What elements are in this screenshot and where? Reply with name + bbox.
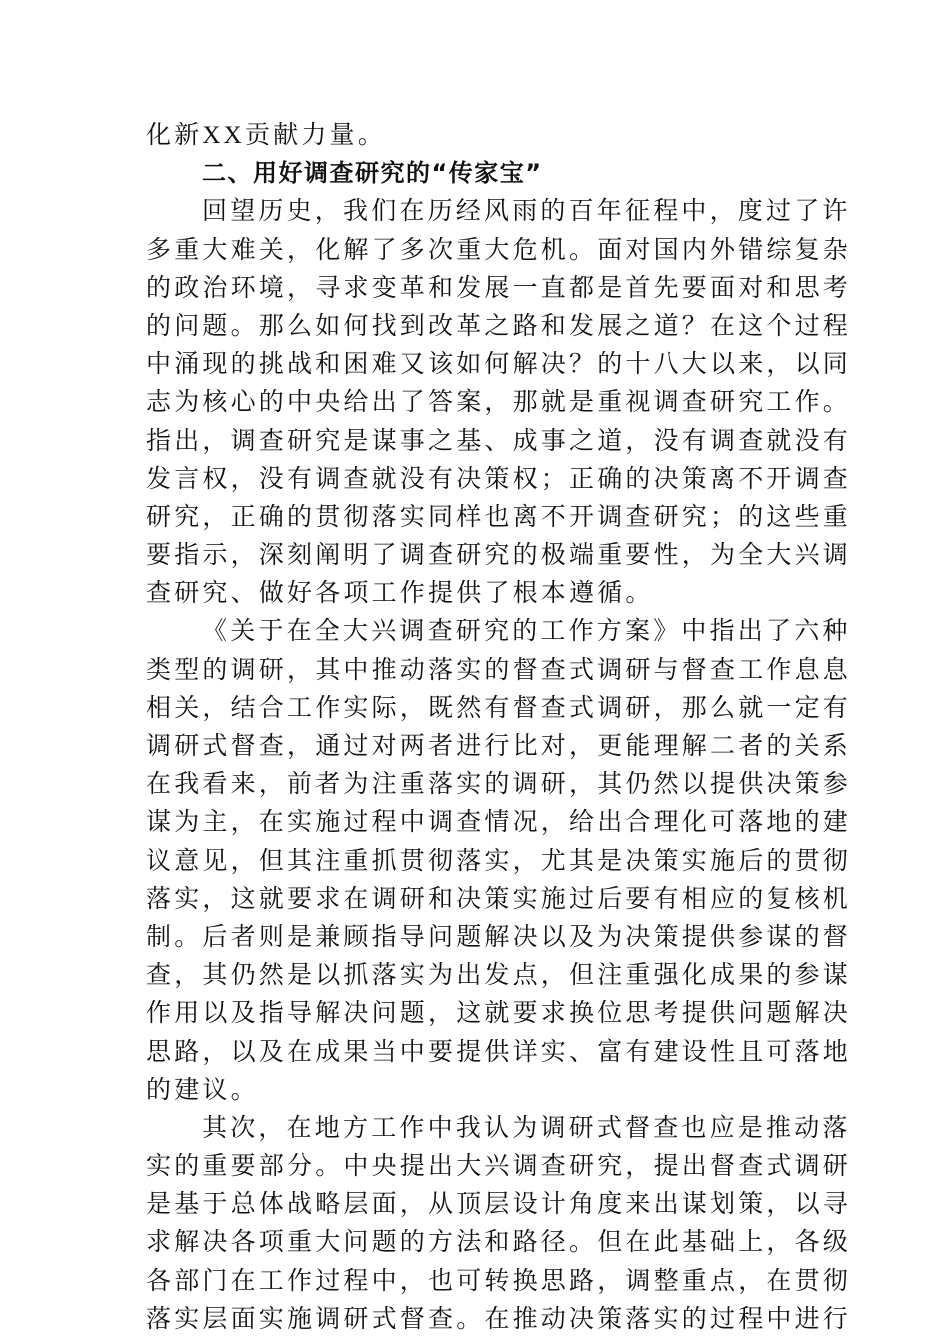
paragraph-line: 落实层面实施调研式督查。在推动决策落实的过程中进行 — [146, 1303, 852, 1333]
paragraph-line: 的建议。 — [146, 1074, 259, 1104]
paragraph-line: 查研究、做好各项工作提供了根本遵循。 — [146, 578, 654, 608]
paragraph-line: 是基于总体战略层面，从顶层设计角度来出谋划策，以寻 — [146, 1189, 852, 1219]
paragraph-line: 类型的调研，其中推动落实的督查式调研与督查工作息息 — [146, 654, 852, 684]
paragraph-line: 调研式督查，通过对两者进行比对，更能理解二者的关系 — [146, 731, 852, 760]
paragraph-line: 求解决各项重大问题的方法和路径。但在此基础上，各级 — [146, 1227, 852, 1257]
paragraph-line: 议意见，但其注重抓贯彻落实，尤其是决策实施后的贯彻 — [146, 845, 852, 875]
paragraph-line: 中涌现的挑战和困难又该如何解决？的十八大以来，以同 — [146, 349, 852, 379]
paragraph-line: 《关于在全大兴调查研究的工作方案》中指出了六种 — [202, 616, 851, 646]
paragraph-line: 谋为主，在实施过程中调查情况，给出合理化可落地的建 — [146, 807, 852, 837]
text-line: 化新XX贡献力量。 — [146, 120, 386, 149]
paragraph-line: 发言权，没有调查就没有决策权；正确的决策离不开调查 — [146, 463, 852, 493]
paragraph-line: 要指示，深刻阐明了调查研究的极端重要性，为全大兴调 — [146, 540, 852, 570]
paragraph-line: 回望历史，我们在历经风雨的百年征程中，度过了许 — [202, 196, 851, 226]
text-latin-xx: XX — [202, 122, 245, 149]
paragraph-line: 多重大难关，化解了多次重大危机。面对国内外错综复杂 — [146, 234, 852, 264]
paragraph-line: 其次，在地方工作中我认为调研式督查也应是推动落 — [202, 1112, 851, 1142]
section-heading: 二、用好调查研究的“传家宝” — [202, 159, 543, 188]
paragraph-line: 指出，调查研究是谋事之基、成事之道，没有调查就没有 — [146, 425, 852, 455]
paragraph-line: 落实，这就要求在调研和决策实施过后要有相应的复核机 — [146, 883, 852, 913]
paragraph-line: 的问题。那么如何找到改革之路和发展之道？在这个过程 — [146, 310, 852, 340]
paragraph-line: 相关，结合工作实际，既然有督查式调研，那么就一定有 — [146, 692, 852, 722]
paragraph-line: 实的重要部分。中央提出大兴调查研究，提出督查式调研 — [146, 1151, 852, 1181]
paragraph-line: 作用以及指导解决问题，这就要求换位思考提供问题解决 — [146, 998, 852, 1028]
document-body — [146, 116, 852, 1338]
paragraph-line: 研究，正确的贯彻落实同样也离不开调查研究；的这些重 — [146, 501, 852, 531]
paragraph-line: 思路，以及在成果当中要提供详实、富有建设性且可落地 — [146, 1036, 852, 1066]
paragraph-line: 在我看来，前者为注重落实的调研，其仍然以提供决策参 — [146, 769, 852, 799]
paragraph-line: 各部门在工作过程中，也可转换思路，调整重点，在贯彻 — [146, 1265, 852, 1295]
paragraph-line: 志为核心的中央给出了答案，那就是重视调查研究工作。 — [146, 387, 852, 417]
paragraph-line: 查，其仍然是以抓落实为出发点，但注重强化成果的参谋 — [146, 960, 852, 990]
paragraph-line: 制。后者则是兼顾指导问题解决以及为决策提供参谋的督 — [146, 921, 852, 951]
paragraph-line: 的政治环境，寻求变革和发展一直都是首先要面对和思考 — [146, 272, 852, 302]
